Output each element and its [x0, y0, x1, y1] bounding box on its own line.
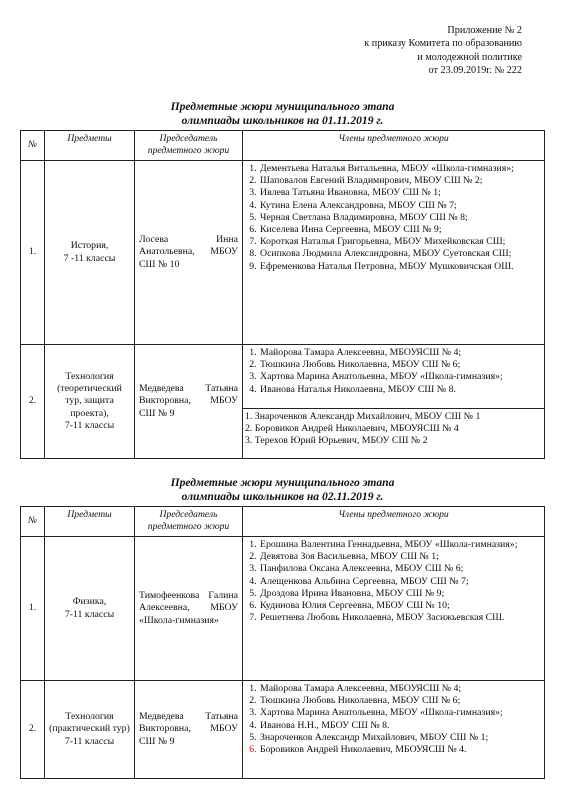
subject-grades: 7-11 классы [64, 419, 115, 431]
appendix-line-2: к приказу Комитета по образованию [364, 38, 522, 50]
section1-title-line2: олимпиады школьников на 01.11.2019 г. [181, 114, 384, 127]
list-item: 9. Ефременкова Наталья Петровна, МБОУ Мушковичская ОШ. [259, 261, 541, 273]
appendix-line-4: от 23.09.2019г. № 222 [428, 65, 522, 77]
row-chair: Медведева Татьяна Викторовна, МБОУ СШ № 9 [135, 345, 243, 459]
header-num: № [21, 507, 45, 537]
header-members: Члены предметного жюри [243, 131, 545, 161]
list-item: 6. Киселева Инна Сергеевна, МБОУ СШ № 9; [259, 224, 541, 236]
members-list-extra [245, 411, 541, 448]
list-item: 2. Боровиков Андрей Николаевич, МБОУЯСШ № 4 [245, 423, 459, 435]
header-chair: Председатель предметного жюри [135, 507, 243, 537]
subject-name: История, [70, 240, 109, 252]
row-num: 2. [21, 681, 45, 779]
list-item: 1. Майорова Тамара Алексеевна, МБОУЯСШ № 4; [259, 683, 541, 695]
list-item: 7. Решетнева Любовь Николаевна, МБОУ Засижьевская СШ. [259, 612, 541, 624]
row-chair: Лосева Инна Анатольевна, МБОУ СШ № 10 [135, 161, 243, 345]
members-list [245, 347, 541, 396]
appendix-line-1: Приложение № 2 [447, 25, 522, 36]
list-item: 2. Девятова Зоя Васильевна, МБОУ СШ № 1; [259, 551, 541, 563]
list-item: 6. Боровиков Андрей Николаевич, МБОУЯСШ № 4. [259, 744, 541, 756]
row-members [243, 161, 545, 345]
section2-title-line2: олимпиады школьников на 02.11.2019 г. [181, 490, 384, 503]
subject-grades: 7-11 классы [64, 608, 115, 620]
header-subjects: Предметы [45, 131, 135, 161]
row-subject [45, 681, 135, 779]
subject-name: Технология (практический тур) [49, 711, 130, 735]
subject-grades: 7 -11 классы [63, 252, 116, 264]
list-item: 2. Тюшкина Любовь Николаевна, МБОУ СШ № 6; [259, 359, 541, 371]
list-item: 5. Дроздова Ирина Ивановна, МБОУ СШ № 9; [259, 588, 541, 600]
list-item: 1. Майорова Тамара Алексеевна, МБОУЯСШ № 4; [259, 347, 541, 359]
members-list [245, 163, 541, 273]
table-row [21, 161, 545, 345]
appendix-header [312, 24, 522, 78]
list-item: 5. Знароченков Александр Михайлович, МБОУ СШ № 1; [259, 732, 541, 744]
section2-table [20, 506, 545, 779]
list-item: 6. Кудинова Юлия Сергеевна, МБОУ СШ № 10; [259, 600, 541, 612]
list-item: 2. Тюшкина Любовь Николаевна, МБОУ СШ № 6; [259, 695, 541, 707]
section2-title-line1: Предметные жюри муниципального этапа [170, 476, 395, 489]
section1-title [0, 100, 565, 128]
subject-grades: 7-11 классы [64, 735, 115, 747]
list-item: 3. Терехов Юрий Юрьевич, МБОУ СШ № 2 [245, 435, 428, 447]
section1-table [20, 130, 545, 459]
list-item: 7. Короткая Наталья Григорьевна, МБОУ Михейковская СШ; [259, 236, 541, 248]
header-members: Члены предметного жюри [243, 507, 545, 537]
list-item: 3. Панфилова Оксана Алексеевна, МБОУ СШ № 6; [259, 563, 541, 575]
row-members [243, 681, 545, 779]
header-chair: Председатель предметного жюри [135, 131, 243, 161]
members-list [245, 683, 541, 756]
row-members [243, 537, 545, 681]
row-num: 2. [21, 345, 45, 459]
row-num: 1. [21, 161, 45, 345]
subject-name: Технология (теоретический тур, защита проекта), [57, 370, 122, 419]
subject-name: Физика, [72, 596, 107, 608]
list-item: 3. Хартова Марина Анатольевна, МБОУ «Школа-гимназия»; [259, 707, 541, 719]
section1-title-line1: Предметные жюри муниципального этапа [170, 100, 395, 113]
list-item: 1. Знароченков Александр Михайлович, МБОУ СШ № 1 [245, 411, 481, 422]
list-item: 5. Черная Светлана Владимировна, МБОУ СШ № 8; [259, 212, 541, 224]
table-header-row [21, 131, 545, 161]
list-item: 4. Иванова Наталья Николаевна, МБОУ СШ № 8. [259, 384, 541, 396]
list-item: 1. Дементьева Наталья Витальевна, МБОУ «Школа-гимназия»; [259, 163, 541, 175]
list-item: 1. Ерошина Валентина Геннадьевна, МБОУ «Школа-гимназия»; [259, 539, 541, 551]
table-row [21, 681, 545, 779]
row-subject [45, 161, 135, 345]
appendix-line-3: и молодежной политике [417, 51, 522, 63]
row-num: 1. [21, 537, 45, 681]
row-subject [45, 537, 135, 681]
table-header-row [21, 507, 545, 537]
row-members-extra [243, 409, 545, 459]
row-subject [45, 345, 135, 459]
list-item: 4. Иванова Н.Н., МБОУ СШ № 8. [259, 720, 541, 732]
list-item: 4. Кутина Елена Александровна, МБОУ СШ № 7; [259, 200, 541, 212]
list-item: 2. Шаповалов Евгений Владимирович, МБОУ СШ № 2; [259, 175, 541, 187]
row-members [243, 345, 545, 409]
section2-title [0, 476, 565, 504]
header-num: № [21, 131, 45, 161]
row-chair: Тимофеенкова Галина Алексеевна, МБОУ «Школа-гимназия» [135, 537, 243, 681]
header-subjects: Предметы [45, 507, 135, 537]
table-row [21, 537, 545, 681]
list-item: 4. Алещенкова Альбина Сергеевна, МБОУ СШ № 7; [259, 576, 541, 588]
list-item: 3. Хартова Марина Анатольевна, МБОУ «Школа-гимназия»; [259, 371, 541, 383]
members-list [245, 539, 541, 624]
list-item: 8. Осипкова Людмила Александровна, МБОУ Суетовская СШ; [259, 248, 541, 260]
table-row [21, 345, 545, 409]
list-item: 3. Ивлева Татьяна Ивановна, МБОУ СШ № 1; [259, 187, 541, 199]
row-chair: Медведева Татьяна Викторовна, МБОУ СШ № 9 [135, 681, 243, 779]
